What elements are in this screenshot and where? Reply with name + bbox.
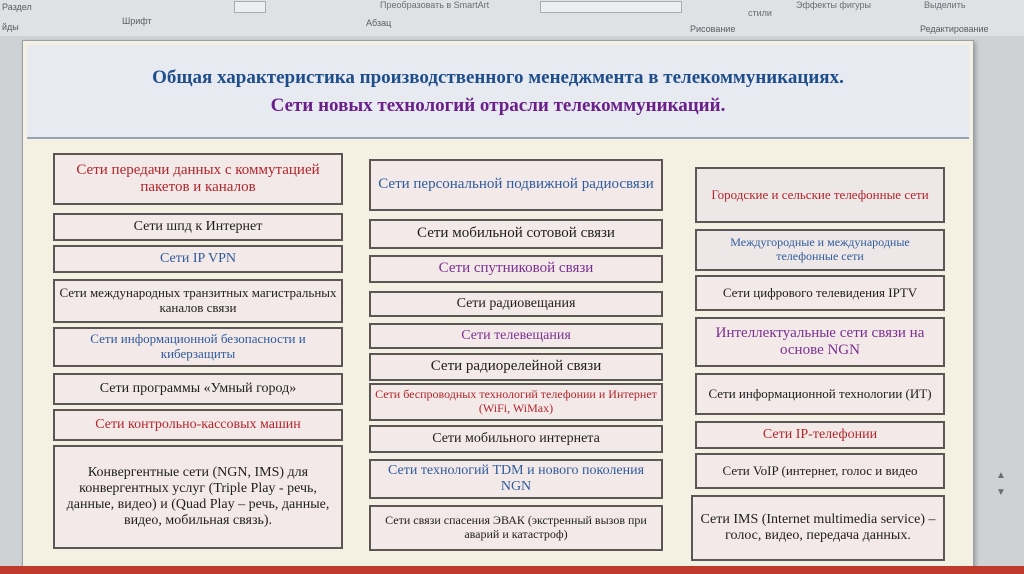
convert-smartart-button[interactable]: Преобразовать в SmartArt (380, 0, 490, 10)
box-col2-3[interactable]: Сети спутниковой связи (369, 255, 663, 283)
box-col3-5[interactable]: Сети информационной технологии (ИТ) (695, 373, 945, 415)
box-col2-8[interactable]: Сети мобильного интернета (369, 425, 663, 453)
box-col3-6[interactable]: Сети IP-телефонии (695, 421, 945, 449)
scroll-down-icon[interactable]: ▼ (996, 487, 1006, 498)
ribbon-toolbar (0, 0, 1024, 37)
box-col1-8[interactable]: Конвергентные сети (NGN, IMS) для конвергентных услуг (Triple Play - речь, данные, видео) и (Quad Play – речь, данные, видео, мобильная связь). (53, 445, 343, 549)
box-col3-1[interactable]: Городские и сельские телефонные сети (695, 167, 945, 223)
ribbon-group-font: Шрифт (122, 16, 152, 26)
select-button[interactable]: Выделить (924, 0, 966, 10)
box-col1-3[interactable]: Сети IP VPN (53, 245, 343, 273)
box-col1-6[interactable]: Сети программы «Умный город» (53, 373, 343, 405)
box-col2-4[interactable]: Сети радиовещания (369, 291, 663, 317)
box-col1-4[interactable]: Сети международных транзитных магистральных каналов связи (53, 279, 343, 323)
slide-title-line1[interactable]: Общая характеристика производственного менеджмента в телекоммуникациях. (152, 67, 844, 88)
box-col1-1[interactable]: Сети передачи данных с коммутацией пакетов и каналов (53, 153, 343, 205)
slide-canvas[interactable] (22, 40, 974, 570)
ribbon-group-paragraph: Абзац (366, 18, 392, 28)
box-col1-5[interactable]: Сети информационной безопасности и киберзащиты (53, 327, 343, 367)
box-col2-5[interactable]: Сети телевещания (369, 323, 663, 349)
box-col2-2[interactable]: Сети мобильной сотовой связи (369, 219, 663, 249)
box-col2-10[interactable]: Сети связи спасения ЭВАК (экстренный вызов при аварий и катастроф) (369, 505, 663, 551)
ribbon-left-label: йды (2, 22, 19, 32)
font-size-box[interactable] (234, 1, 266, 13)
scroll-up-icon[interactable]: ▲ (996, 470, 1006, 481)
ribbon-section-button[interactable]: Раздел (2, 2, 32, 12)
shape-effects-button[interactable]: Эффекты фигуры (796, 0, 872, 10)
box-col3-2[interactable]: Междугородные и международные телефонные сети (695, 229, 945, 271)
box-col2-7[interactable]: Сети беспроводных технологий телефонии и Интернет (WiFi, WiMax) (369, 383, 663, 421)
box-col2-1[interactable]: Сети персональной подвижной радиосвязи (369, 159, 663, 211)
scroll-controls[interactable] (996, 470, 1010, 560)
box-col3-3[interactable]: Сети цифрового телевидения IPTV (695, 275, 945, 311)
box-col2-9[interactable]: Сети технологий TDM и нового поколения NGN (369, 459, 663, 499)
box-col3-8[interactable]: Сети IMS (Internet multimedia service) – голос, видео, передача данных. (691, 495, 945, 561)
slide-title-line2[interactable]: Сети новых технологий отрасли телекоммуникаций. (270, 95, 726, 116)
box-col3-4[interactable]: Интеллектуальные сети связи на основе NGN (695, 317, 945, 367)
box-col1-7[interactable]: Сети контрольно-кассовых машин (53, 409, 343, 441)
status-bar (0, 566, 1024, 574)
title-band (27, 45, 969, 139)
box-col2-6[interactable]: Сети радиорелейной связи (369, 353, 663, 381)
shape-gallery[interactable] (540, 1, 682, 13)
slide-editor-area (0, 36, 1024, 574)
ribbon-group-drawing: Рисование (690, 24, 736, 34)
box-col1-2[interactable]: Сети шпд к Интернет (53, 213, 343, 241)
ribbon-group-editing: Редактирование (920, 24, 989, 34)
box-col3-7[interactable]: Сети VoIP (интернет, голос и видео (695, 453, 945, 489)
styles-button[interactable]: стили (748, 8, 772, 18)
